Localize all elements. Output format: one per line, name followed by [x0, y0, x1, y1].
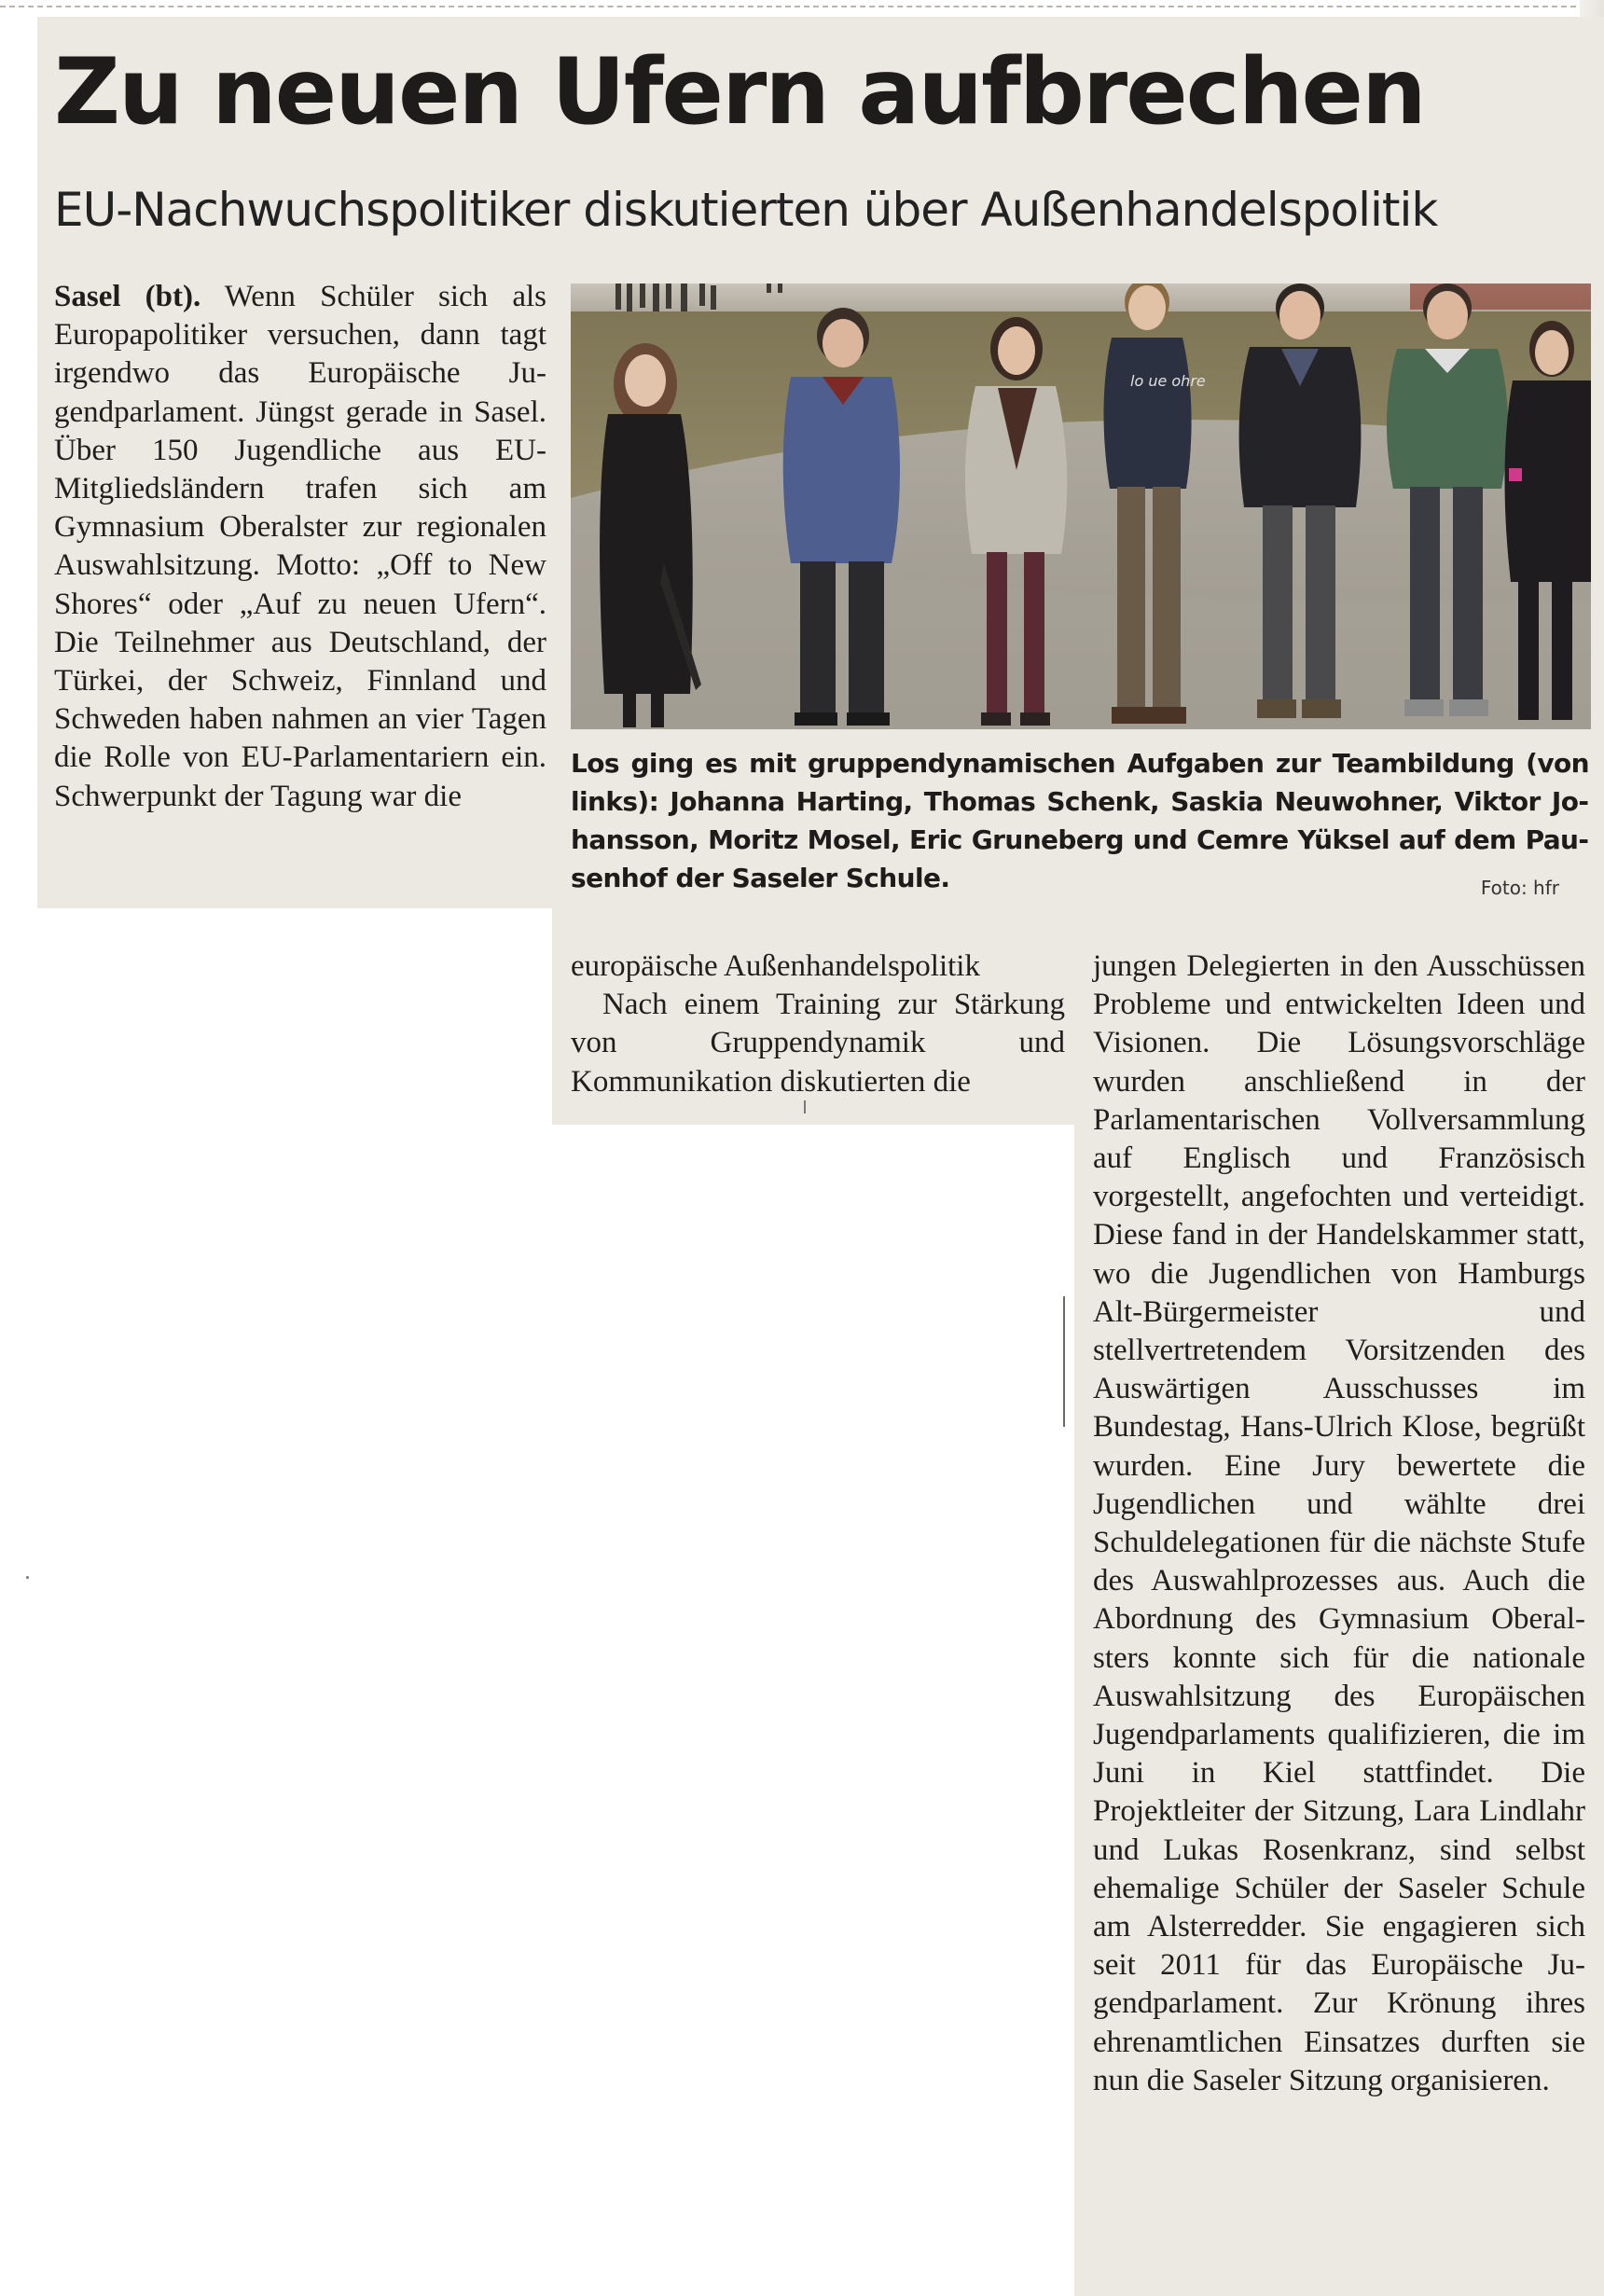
- group-photo: [571, 284, 1591, 729]
- paper-speck: [804, 1100, 806, 1113]
- article-column-2: [571, 947, 1065, 1101]
- column-rule: [1063, 1296, 1065, 1427]
- article-dateline: Sasel (bt).: [54, 280, 201, 313]
- article-column-2-line: europäische Außenhandelspolitik: [571, 949, 980, 983]
- article-headline: Zu neuen Ufern aufbrechen: [54, 39, 1425, 145]
- group-photo-image: [571, 284, 1591, 729]
- photo-caption: Los ging es mit gruppendynamischen Aufgaben zur Teambildung (von links): Johanna Harting, Thomas Schenk, Saskia Neuwohner, Viktor Johansson, Moritz Mosel, Eric Gruneberg und Cemre Yüksel auf dem Pausenhof der Saseler Schule.: [571, 748, 1589, 893]
- paper-speck: [26, 1576, 29, 1579]
- article-column-3: jungen Delegierten in den Ausschüssen Probleme und entwickelten Ideen und Visionen. Die Lösungsvorschläge wurden anschließend in der Parlamentarischen Vollversammlung auf Englisch und Französisch vorgestellt, angefochten und verteidigt. Diese fand in der Handelskammer statt, wo die Jugendlichen von Hamburgs Alt-Bürgermeister und stellvertretendem Vorsitzenden des Auswärtigen Ausschusses im Bundestag, Hans-Ulrich Klose, begrüßt wurden. Eine Jury bewertete die Jugendlichen und wählte drei Schuldelegationen für die nächste Stufe des Auswahlprozesses aus. Auch die Abordnung des Gymnasium Oberalsters konnte sich für die nationale Auswahlsitzung des Europäischen Jugendparlaments qualifizieren, die im Juni in Kiel stattfindet. Die Projektleiter der Sitzung, Lara Lindlahr und Lukas Rosenkranz, sind selbst ehemalige Schüler der Saseler Schule am Alsterredder. Sie engagieren sich seit 2011 für das Europäische Jugendparlament. Zur Krönung ihres ehrenamtlichen Einsatzes durften sie nun die Saseler Sitzung organisieren.: [1093, 949, 1585, 2097]
- article-column-1: [54, 278, 546, 816]
- article-subheadline: EU-Nachwuchspolitiker diskutierten über Außenhandelspolitik: [54, 183, 1438, 237]
- clipping-edge-dashes: [0, 6, 1604, 7]
- article-column-2-paragraph: Nach einem Training zur Stärkung von Gruppendynamik und Kommunikation diskutierten die: [571, 988, 1065, 1099]
- shirt-print: lo ue ohre: [1130, 372, 1206, 390]
- article-column-1-text: Wenn Schüler sich als Europapolitiker versuchen, dann tagt irgendwo das Europäische Jugendparlament. Jüngst gerade in Sasel. Über 150 Jugendliche aus EU-Mitgliedsländern trafen sich am Gymnasium Oberalster zur regionalen Auswahlsitzung. Motto: „Off to New Shores“ oder „Auf zu neuen Ufern“. Die Teilnehmer aus Deutschland, der Türkei, der Schweiz, Finnland und Schweden haben nahmen an vier Tagen die Rolle von EU-Parlamentariern ein. Schwerpunkt der Tagung war die: [54, 280, 546, 813]
- photo-credit: Foto: hfr: [1480, 877, 1559, 899]
